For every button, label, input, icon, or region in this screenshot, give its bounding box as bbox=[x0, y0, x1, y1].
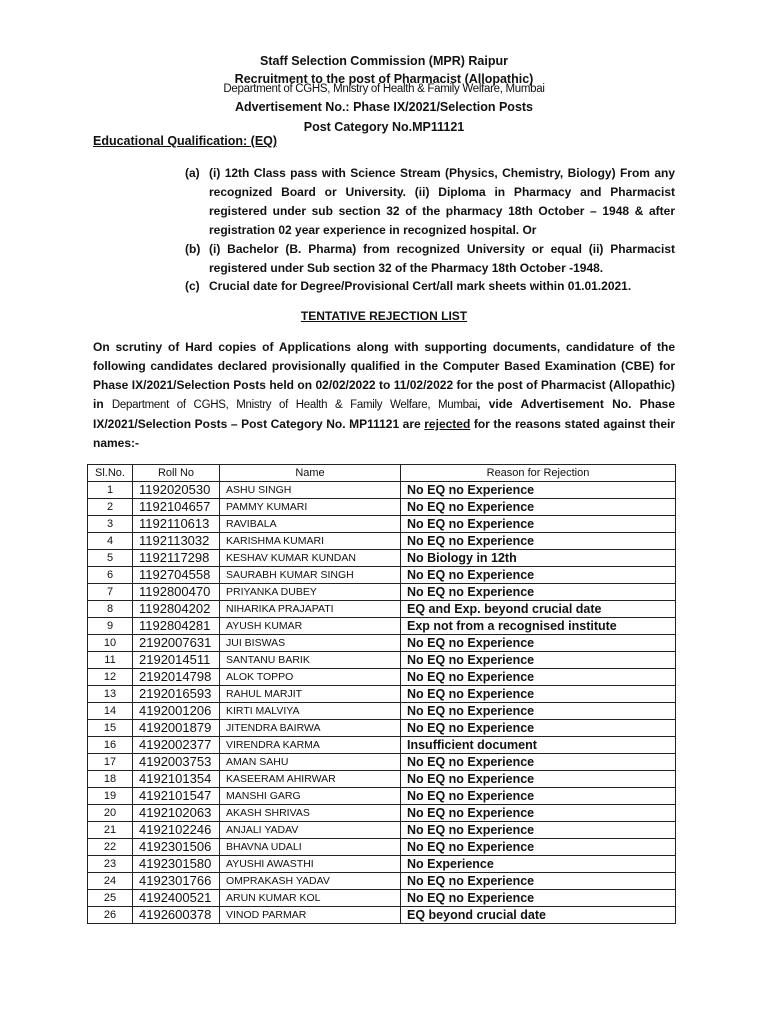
eq-item-text: Crucial date for Degree/Provisional Cert/all mark sheets within 01.01.2021. bbox=[209, 279, 632, 294]
cell-roll-no: 4192102063 bbox=[133, 805, 220, 822]
cell-roll-no: 4192301766 bbox=[133, 873, 220, 890]
eq-item-b bbox=[185, 240, 675, 278]
cell-name: ANJALI YADAV bbox=[220, 822, 401, 839]
cell-roll-no: 4192101354 bbox=[133, 771, 220, 788]
table-row bbox=[88, 771, 676, 788]
cell-slno: 17 bbox=[88, 754, 133, 771]
cell-name: MANSHI GARG bbox=[220, 788, 401, 805]
table-row bbox=[88, 737, 676, 754]
cell-reason: Insufficient document bbox=[401, 737, 676, 754]
cell-name: KARISHMA KUMARI bbox=[220, 533, 401, 550]
table-row bbox=[88, 618, 676, 635]
eq-item-label: (a) bbox=[185, 166, 200, 180]
header-line-commission: Staff Selection Commission (MPR) Raipur bbox=[260, 54, 508, 68]
cell-roll-no: 4192001879 bbox=[133, 720, 220, 737]
rejection-table bbox=[87, 464, 676, 924]
cell-slno: 4 bbox=[88, 533, 133, 550]
table-row bbox=[88, 839, 676, 856]
cell-reason: No EQ no Experience bbox=[401, 703, 676, 720]
cell-reason: EQ beyond crucial date bbox=[401, 907, 676, 924]
eq-item-a bbox=[185, 164, 675, 240]
table-row bbox=[88, 669, 676, 686]
cell-slno: 1 bbox=[88, 482, 133, 499]
col-header-reason: Reason for Rejection bbox=[401, 465, 676, 482]
table-row bbox=[88, 720, 676, 737]
cell-roll-no: 1192110613 bbox=[133, 516, 220, 533]
cell-roll-no: 1192800470 bbox=[133, 584, 220, 601]
cell-name: PRIYANKA DUBEY bbox=[220, 584, 401, 601]
cell-name: KESHAV KUMAR KUNDAN bbox=[220, 550, 401, 567]
cell-reason: EQ and Exp. beyond crucial date bbox=[401, 601, 676, 618]
cell-roll-no: 4192600378 bbox=[133, 907, 220, 924]
cell-roll-no: 2192007631 bbox=[133, 635, 220, 652]
table-row bbox=[88, 652, 676, 669]
para-text: , vide Advertisement No. Phase IX/2021/Selection Posts – Post Category No. MP11121 are bbox=[93, 397, 675, 431]
table-row bbox=[88, 873, 676, 890]
cell-reason: Exp not from a recognised institute bbox=[401, 618, 676, 635]
cell-name: JITENDRA BAIRWA bbox=[220, 720, 401, 737]
cell-roll-no: 1192704558 bbox=[133, 567, 220, 584]
eq-item-text: (i) Bachelor (B. Pharma) from recognized University or equal (ii) Pharmacist registered under Sub section 32 of the Pharmacy 18th October -1948. bbox=[209, 241, 675, 275]
para-text: On scrutiny of Hard copies of Applications along with supporting documents, candidature of the following candidates declared provisionally qualified in the Computer Based Examination (CBE) for Phase IX/2021/Selection Posts held on 02/02/2022 to 11/02/2022 for the post of Pharmacist (Allopathic) in bbox=[93, 340, 675, 411]
cell-reason: No EQ no Experience bbox=[401, 754, 676, 771]
eq-item-c bbox=[185, 277, 675, 296]
cell-name: VIRENDRA KARMA bbox=[220, 737, 401, 754]
cell-slno: 15 bbox=[88, 720, 133, 737]
cell-roll-no: 2192014511 bbox=[133, 652, 220, 669]
cell-roll-no: 4192002377 bbox=[133, 737, 220, 754]
cell-reason: No EQ no Experience bbox=[401, 669, 676, 686]
intro-paragraph bbox=[93, 338, 675, 453]
cell-reason: No EQ no Experience bbox=[401, 720, 676, 737]
table-row bbox=[88, 703, 676, 720]
table-row bbox=[88, 822, 676, 839]
table-row bbox=[88, 550, 676, 567]
cell-name: VINOD PARMAR bbox=[220, 907, 401, 924]
eq-items bbox=[185, 164, 675, 296]
header-line-post-category: Post Category No.MP11121 bbox=[303, 120, 465, 134]
cell-reason: No EQ no Experience bbox=[401, 873, 676, 890]
para-department: Department of CGHS, Mnistry of Health & Family Welfare, Mumbai bbox=[111, 399, 478, 411]
cell-reason: No EQ no Experience bbox=[401, 635, 676, 652]
cell-slno: 7 bbox=[88, 584, 133, 601]
table-row bbox=[88, 533, 676, 550]
cell-roll-no: 1192113032 bbox=[133, 533, 220, 550]
cell-reason: No EQ no Experience bbox=[401, 652, 676, 669]
cell-reason: No EQ no Experience bbox=[401, 839, 676, 856]
eq-item-label: (b) bbox=[185, 241, 201, 256]
cell-reason: No Biology in 12th bbox=[401, 550, 676, 567]
cell-slno: 24 bbox=[88, 873, 133, 890]
cell-name: PAMMY KUMARI bbox=[220, 499, 401, 516]
cell-roll-no: 4192101547 bbox=[133, 788, 220, 805]
cell-reason: No EQ no Experience bbox=[401, 533, 676, 550]
cell-slno: 20 bbox=[88, 805, 133, 822]
cell-slno: 23 bbox=[88, 856, 133, 873]
cell-name: ALOK TOPPO bbox=[220, 669, 401, 686]
cell-reason: No EQ no Experience bbox=[401, 805, 676, 822]
cell-name: JUI BISWAS bbox=[220, 635, 401, 652]
cell-reason: No Experience bbox=[401, 856, 676, 873]
table-row bbox=[88, 856, 676, 873]
cell-reason: No EQ no Experience bbox=[401, 822, 676, 839]
cell-roll-no: 1192104657 bbox=[133, 499, 220, 516]
cell-roll-no: 4192102246 bbox=[133, 822, 220, 839]
table-row bbox=[88, 805, 676, 822]
cell-slno: 19 bbox=[88, 788, 133, 805]
cell-roll-no: 4192001206 bbox=[133, 703, 220, 720]
cell-name: AYUSH KUMAR bbox=[220, 618, 401, 635]
col-header-name: Name bbox=[220, 465, 401, 482]
cell-slno: 5 bbox=[88, 550, 133, 567]
cell-name: RAVIBALA bbox=[220, 516, 401, 533]
cell-roll-no: 2192016593 bbox=[133, 686, 220, 703]
header-line-department: Department of CGHS, Mnistry of Health & Family Welfare, Mumbai bbox=[223, 83, 545, 95]
cell-slno: 21 bbox=[88, 822, 133, 839]
cell-name: AMAN SAHU bbox=[220, 754, 401, 771]
cell-slno: 2 bbox=[88, 499, 133, 516]
cell-slno: 3 bbox=[88, 516, 133, 533]
cell-name: RAHUL MARJIT bbox=[220, 686, 401, 703]
table-row bbox=[88, 754, 676, 771]
table-row bbox=[88, 516, 676, 533]
cell-reason: No EQ no Experience bbox=[401, 686, 676, 703]
table-row bbox=[88, 907, 676, 924]
table-row bbox=[88, 567, 676, 584]
header-line-recruitment: Recruitment to the post of Pharmacist (Allopathic) bbox=[234, 72, 534, 86]
cell-name: KASEERAM AHIRWAR bbox=[220, 771, 401, 788]
eq-heading: Educational Qualification: (EQ) bbox=[93, 134, 278, 148]
table-row bbox=[88, 635, 676, 652]
cell-roll-no: 1192804281 bbox=[133, 618, 220, 635]
cell-name: BHAVNA UDALI bbox=[220, 839, 401, 856]
cell-slno: 13 bbox=[88, 686, 133, 703]
table-row bbox=[88, 890, 676, 907]
list-title: TENTATIVE REJECTION LIST bbox=[300, 309, 468, 323]
col-header-roll: Roll No bbox=[133, 465, 220, 482]
table-row bbox=[88, 584, 676, 601]
table-row bbox=[88, 601, 676, 618]
cell-slno: 26 bbox=[88, 907, 133, 924]
table-header-row bbox=[88, 465, 676, 482]
cell-name: KIRTI MALVIYA bbox=[220, 703, 401, 720]
cell-reason: No EQ no Experience bbox=[401, 516, 676, 533]
cell-reason: No EQ no Experience bbox=[401, 584, 676, 601]
cell-slno: 10 bbox=[88, 635, 133, 652]
cell-name: AKASH SHRIVAS bbox=[220, 805, 401, 822]
para-rejected: rejected bbox=[424, 417, 471, 431]
cell-roll-no: 2192014798 bbox=[133, 669, 220, 686]
eq-item-text: (i) 12th Class pass with Science Stream (Physics, Chemistry, Biology) From any recognized Board or University. (ii) Diploma in Pharmacy and Pharmacist registered under sub section 32 of the pharmacy 18th October – 1948 & after registration 02 year experience in recognized hospital. Or bbox=[209, 166, 675, 237]
col-header-slno: Sl.No. bbox=[88, 465, 133, 482]
cell-slno: 22 bbox=[88, 839, 133, 856]
cell-slno: 8 bbox=[88, 601, 133, 618]
cell-reason: No EQ no Experience bbox=[401, 499, 676, 516]
table-row bbox=[88, 788, 676, 805]
cell-reason: No EQ no Experience bbox=[401, 890, 676, 907]
cell-name: SAURABH KUMAR SINGH bbox=[220, 567, 401, 584]
table-row bbox=[88, 686, 676, 703]
table-row bbox=[88, 482, 676, 499]
cell-slno: 9 bbox=[88, 618, 133, 635]
cell-slno: 18 bbox=[88, 771, 133, 788]
cell-roll-no: 1192117298 bbox=[133, 550, 220, 567]
header-line-advertisement: Advertisement No.: Phase IX/2021/Selection Posts bbox=[234, 100, 534, 114]
eq-item-label: (c) bbox=[185, 279, 200, 294]
para-text: for the reasons stated against their names:- bbox=[93, 417, 676, 450]
cell-name: NIHARIKA PRAJAPATI bbox=[220, 601, 401, 618]
cell-reason: No EQ no Experience bbox=[401, 482, 676, 499]
cell-slno: 16 bbox=[88, 737, 133, 754]
cell-reason: No EQ no Experience bbox=[401, 788, 676, 805]
cell-roll-no: 4192400521 bbox=[133, 890, 220, 907]
cell-name: AYUSHI AWASTHI bbox=[220, 856, 401, 873]
cell-roll-no: 4192003753 bbox=[133, 754, 220, 771]
cell-roll-no: 4192301580 bbox=[133, 856, 220, 873]
cell-slno: 14 bbox=[88, 703, 133, 720]
cell-name: ARUN KUMAR KOL bbox=[220, 890, 401, 907]
cell-slno: 6 bbox=[88, 567, 133, 584]
cell-name: ASHU SINGH bbox=[220, 482, 401, 499]
cell-name: OMPRAKASH YADAV bbox=[220, 873, 401, 890]
cell-slno: 12 bbox=[88, 669, 133, 686]
cell-roll-no: 4192301506 bbox=[133, 839, 220, 856]
cell-roll-no: 1192804202 bbox=[133, 601, 220, 618]
cell-slno: 25 bbox=[88, 890, 133, 907]
table-row bbox=[88, 499, 676, 516]
cell-reason: No EQ no Experience bbox=[401, 567, 676, 584]
cell-roll-no: 1192020530 bbox=[133, 482, 220, 499]
cell-reason: No EQ no Experience bbox=[401, 771, 676, 788]
cell-slno: 11 bbox=[88, 652, 133, 669]
cell-name: SANTANU BARIK bbox=[220, 652, 401, 669]
